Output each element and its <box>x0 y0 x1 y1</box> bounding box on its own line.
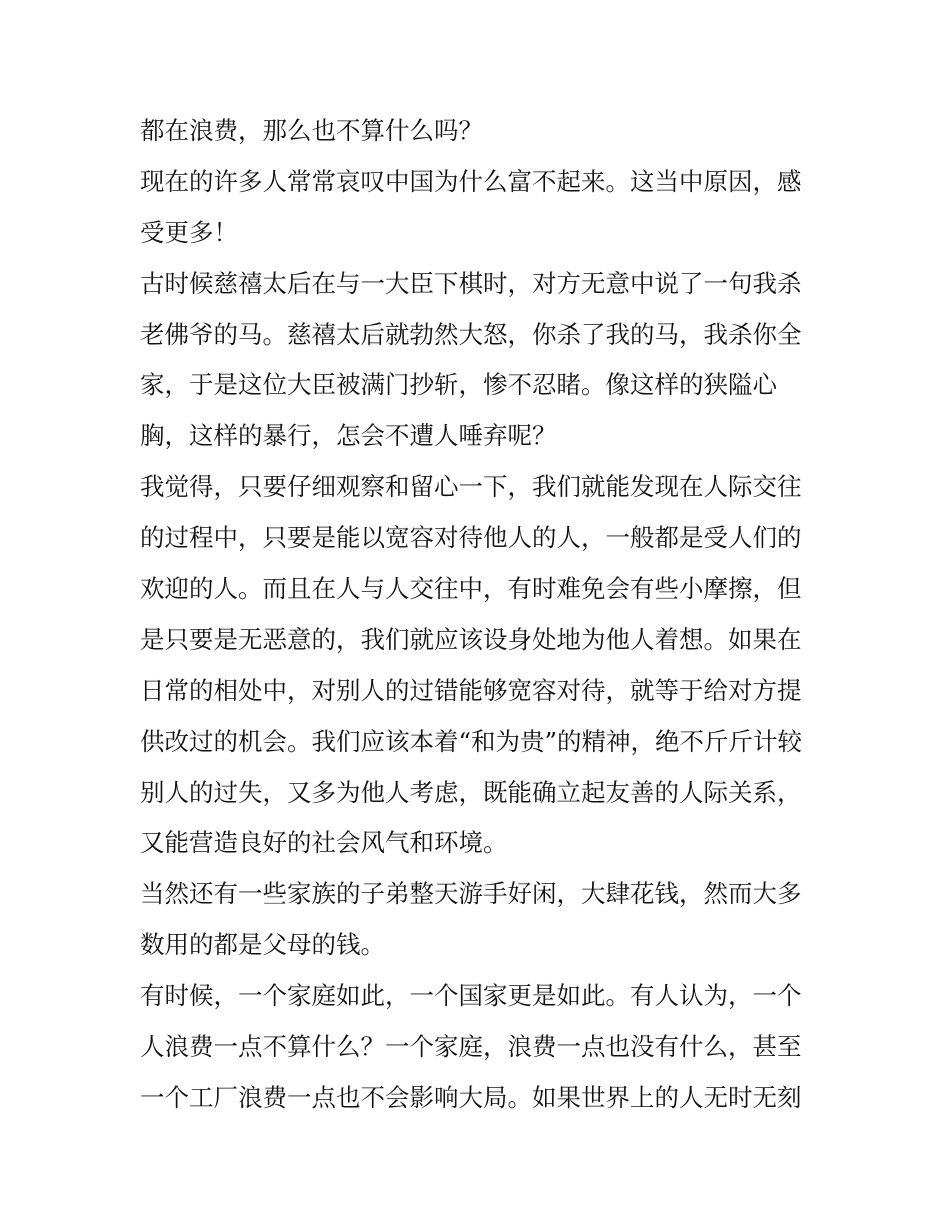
text-line: 别人的过失，又多为他人考虑，既能确立起友善的人际关系， <box>140 777 802 807</box>
text-line: 又能营造良好的社会风气和环境。 <box>140 828 508 858</box>
text-line: 都在浪费，那么也不算什么吗？ <box>140 116 483 145</box>
text-line: 一个工厂浪费一点也不会影响大局。如果世界上的人无时无刻 <box>140 1082 802 1112</box>
text-line: 家，于是这位大臣被满门抄斩，惨不忍睹。像这样的狭隘心 <box>140 370 777 400</box>
body-text <box>140 106 820 1124</box>
text-line: 现在的许多人常常哀叹中国为什么富不起来。这当中原因，感 <box>140 166 802 196</box>
text-line: 老佛爷的马。慈禧太后就勃然大怒，你杀了我的马，我杀你全 <box>140 319 802 349</box>
text-line: 是只要是无恶意的，我们就应该设身处地为他人着想。如果在 <box>140 624 802 654</box>
text-line: 有时候，一个家庭如此，一个国家更是如此。有人认为，一个 <box>140 981 802 1011</box>
text-line: 供改过的机会。我们应该本着“和为贵”的精神，绝不斤斤计较 <box>140 726 803 756</box>
text-line: 古时候慈禧太后在与一大臣下棋时，对方无意中说了一句我杀 <box>140 268 802 298</box>
text-line: 当然还有一些家族的子弟整天游手好闲，大肆花钱，然而大多 <box>140 879 802 909</box>
text-line: 数用的都是父母的钱。 <box>140 930 385 960</box>
text-line: 胸，这样的暴行，怎会不遭人唾弃呢？ <box>140 421 557 451</box>
text-line: 的过程中，只要是能以宽容对待他人的人，一般都是受人们的 <box>140 523 802 553</box>
text-line: 欢迎的人。而且在人与人交往中，有时难免会有些小摩擦，但 <box>140 574 802 604</box>
text-line: 人浪费一点不算什么？一个家庭，浪费一点也没有什么，甚至 <box>140 1032 802 1062</box>
text-line: 日常的相处中，对别人的过错能够宽容对待，就等于给对方提 <box>140 675 802 705</box>
text-line: 受更多！ <box>140 217 238 247</box>
text-line: 我觉得，只要仔细观察和留心一下，我们就能发现在人际交往 <box>140 472 802 502</box>
